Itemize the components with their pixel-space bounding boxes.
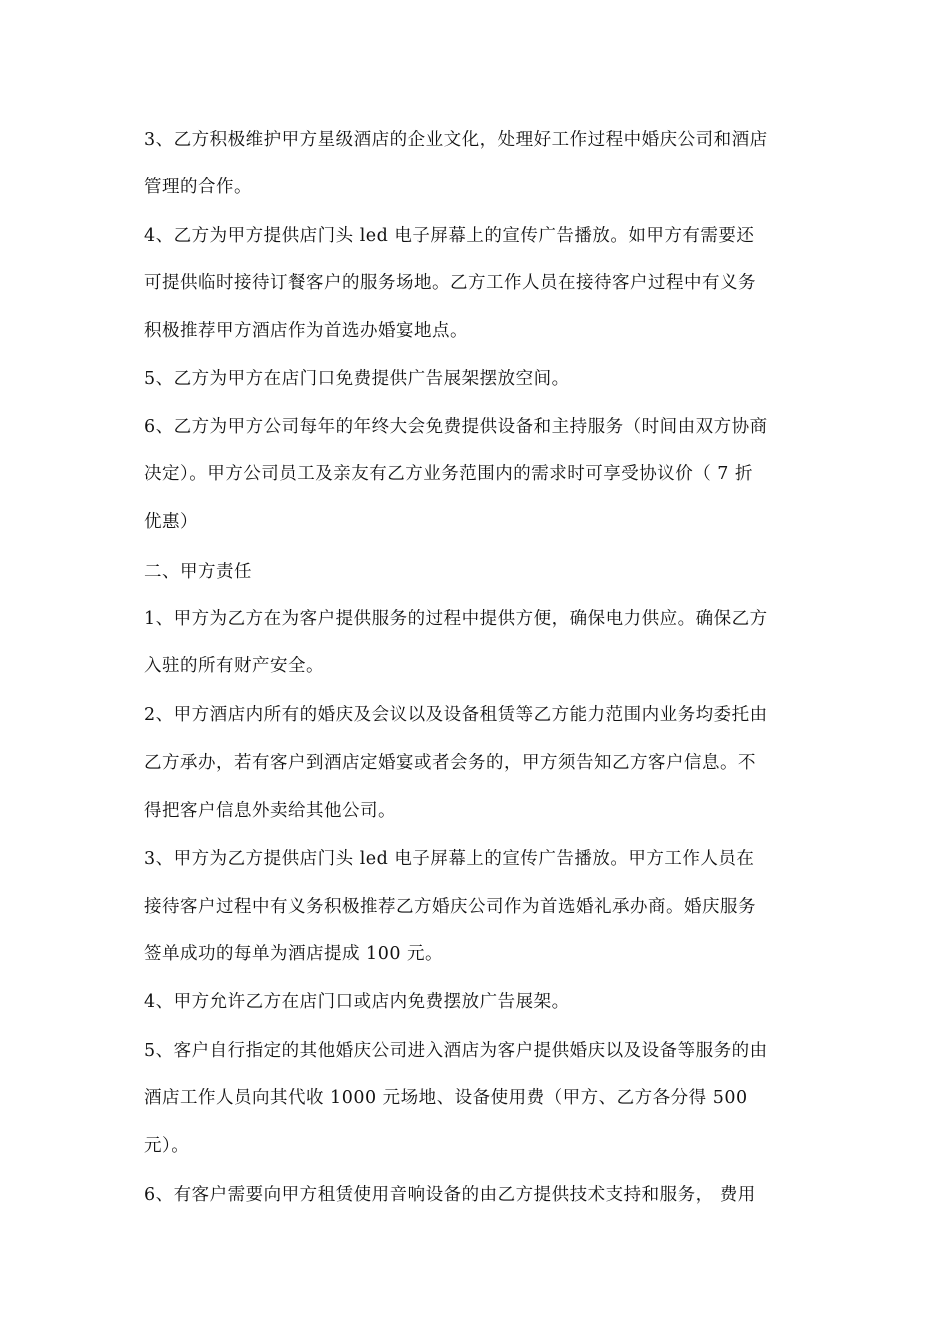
text-line: 积极推荐甲方酒店作为首选办婚宴地点。: [144, 321, 468, 341]
text-line: 乙方承办，若有客户到酒店定婚宴或者会务的，甲方须告知乙方客户信息。不: [144, 753, 756, 773]
text-line: 优惠）: [144, 512, 198, 532]
text-line: 6、乙方为甲方公司每年的年终大会免费提供设备和主持服务（时间由双方协商: [144, 417, 768, 437]
text-line: 3、甲方为乙方提供店门头 led 电子屏幕上的宣传广告播放。甲方工作人员在: [144, 849, 755, 869]
text-line: 4、甲方允许乙方在店门口或店内免费摆放广告展架。: [144, 992, 570, 1012]
text-line: 入驻的所有财产安全。: [144, 656, 324, 676]
text-line: 决定）。甲方公司员工及亲友有乙方业务范围内的需求时可享受协议价（ 7 折: [144, 464, 754, 484]
text-line: 签单成功的每单为酒店提成 100 元。: [144, 944, 444, 964]
text-line: 4、乙方为甲方提供店门头 led 电子屏幕上的宣传广告播放。如甲方有需要还: [144, 226, 755, 246]
text-line: 元）。: [144, 1136, 190, 1156]
section-heading: 二、甲方责任: [144, 562, 252, 582]
text-line: 5、乙方为甲方在店门口免费提供广告展架摆放空间。: [144, 369, 570, 389]
text-line: 可提供临时接待订餐客户的服务场地。乙方工作人员在接待客户过程中有义务: [144, 273, 756, 293]
text-line: 6、有客户需要向甲方租赁使用音响设备的由乙方提供技术支持和服务， 费用: [144, 1185, 756, 1205]
text-line: 3、乙方积极维护甲方星级酒店的企业文化，处理好工作过程中婚庆公司和酒店: [144, 130, 768, 150]
text-line: 2、甲方酒店内所有的婚庆及会议以及设备租赁等乙方能力范围内业务均委托由: [144, 705, 768, 725]
text-line: 酒店工作人员向其代收 1000 元场地、设备使用费（甲方、乙方各分得 500: [144, 1088, 748, 1108]
text-line: 管理的合作。: [144, 177, 252, 197]
text-line: 接待客户过程中有义务积极推荐乙方婚庆公司作为首选婚礼承办商。婚庆服务: [144, 897, 756, 917]
text-line: 1、甲方为乙方在为客户提供服务的过程中提供方便，确保电力供应。确保乙方: [144, 609, 768, 629]
text-line: 得把客户信息外卖给其他公司。: [144, 801, 396, 821]
text-line: 5、客户自行指定的其他婚庆公司进入酒店为客户提供婚庆以及设备等服务的由: [144, 1041, 768, 1061]
